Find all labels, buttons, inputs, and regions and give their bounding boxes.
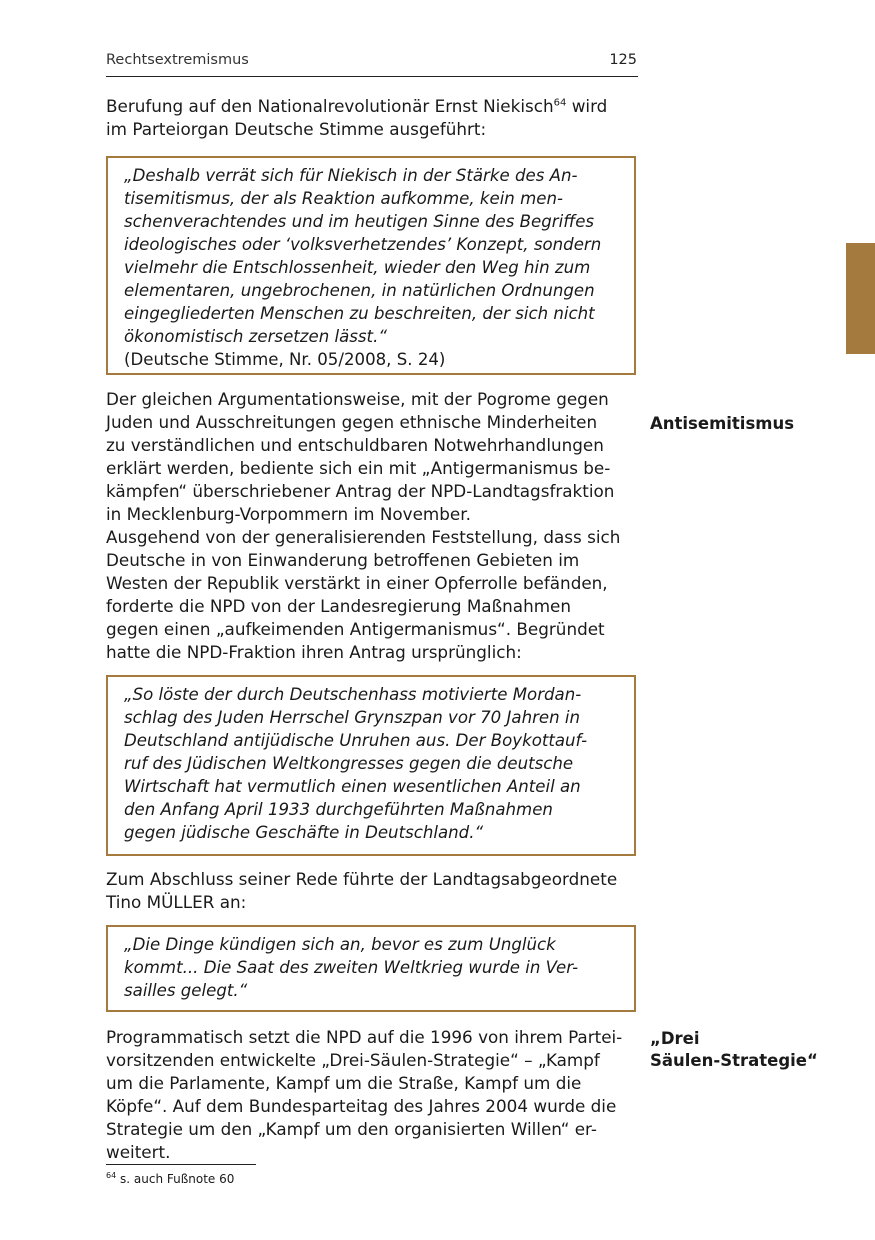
paragraph-line: Der gleichen Argumentationsweise, mit der Pogrome gegen: [106, 389, 609, 409]
quote-line: vielmehr die Entschlossenheit, wieder den Weg hin zum: [124, 258, 591, 277]
paragraph-line: vorsitzenden entwickelte „Drei-Säulen-Strategie“ – „Kampf: [106, 1050, 600, 1070]
paragraph-intro-line-end: wird: [566, 96, 608, 116]
quote-line: Wirtschaft hat vermutlich einen wesentlichen Anteil an: [124, 777, 581, 796]
paragraph-line: gegen einen „aufkeimenden Antigermanismus“. Begründet: [106, 619, 605, 639]
quote-line: gegen jüdische Geschäfte in Deutschland.“: [124, 823, 484, 842]
chapter-thumb-tab: [846, 243, 875, 354]
paragraph-line: Strategie um den „Kampf um den organisierten Willen“ er-: [106, 1119, 597, 1139]
margin-note-line: „Drei: [650, 1029, 700, 1048]
paragraph-line: zu verständlichen und entschuldbaren Notwehrhandlungen: [106, 435, 604, 455]
quote-line: ökonomistisch zersetzen lässt.“: [124, 327, 387, 346]
paragraph-line: Programmatisch setzt die NPD auf die 1996 von ihrem Partei-: [106, 1027, 623, 1047]
quote-box-mueller: [106, 925, 636, 1012]
footnote-rule: [106, 1164, 256, 1165]
quote-line: „Die Dinge kündigen sich an, bevor es zum Unglück: [124, 935, 556, 954]
running-header: [106, 52, 638, 77]
paragraph-intro: [106, 95, 642, 141]
page-number: 125: [609, 52, 637, 68]
quote-line: eingegliederten Menschen zu beschreiten, der sich nicht: [124, 304, 595, 323]
quote-box-deutsche-stimme: [106, 156, 636, 375]
paragraph-intro-line: im Parteiorgan Deutsche Stimme ausgeführt:: [106, 119, 487, 139]
quote-line: elementaren, ungebrochenen, in natürlichen Ordnungen: [124, 281, 595, 300]
paragraph-line: hatte die NPD-Fraktion ihren Antrag ursprünglich:: [106, 642, 522, 662]
quote-line: Deutschland antijüdische Unruhen aus. Der Boykottauf-: [124, 731, 588, 750]
paragraph-line: um die Parlamente, Kampf um die Straße, Kampf um die: [106, 1073, 582, 1093]
quote-text: [124, 164, 618, 348]
paragraph-line: Westen der Republik verstärkt in einer Opferrolle befänden,: [106, 573, 608, 593]
running-title: Rechtsextremismus: [106, 52, 249, 68]
paragraph-line: erklärt werden, bediente sich ein mit „Antigermanismus be-: [106, 458, 611, 478]
quote-line: kommt... Die Saat des zweiten Weltkrieg wurde in Ver-: [124, 958, 579, 977]
quote-line: den Anfang April 1933 durchgeführten Maßnahmen: [124, 800, 553, 819]
quote-line: schlag des Juden Herrschel Grynszpan vor 70 Jahren in: [124, 708, 581, 727]
quote-box-antrag: [106, 675, 636, 856]
footnote: [106, 1168, 234, 1187]
paragraph-rede: [106, 868, 642, 914]
paragraph-drei-saeulen: [106, 1026, 642, 1164]
margin-note-antisemitismus: Antisemitismus: [650, 414, 795, 433]
quote-line: ideologisches oder ‘volksverhetzendes’ Konzept, sondern: [124, 235, 602, 254]
paragraph-line: weitert.: [106, 1142, 171, 1162]
paragraph-line: Ausgehend von der generalisierenden Feststellung, dass sich: [106, 527, 621, 547]
paragraph-antigermanismus: [106, 388, 642, 664]
footnote-reference: 64: [553, 97, 567, 109]
paragraph-intro-line: Berufung auf den Nationalrevolutionär Ernst Niekisch: [106, 96, 554, 116]
quote-line: tisemitismus, der als Reaktion aufkomme, kein men-: [124, 189, 563, 208]
paragraph-line: Deutsche in von Einwanderung betroffenen Gebieten im: [106, 550, 580, 570]
margin-note-line: Säulen-Strategie“: [650, 1051, 818, 1070]
quote-line: „Deshalb verrät sich für Niekisch in der Stärke des An-: [124, 166, 578, 185]
quote-source: (Deutsche Stimme, Nr. 05/2008, S. 24): [124, 350, 446, 369]
paragraph-line: kämpfen“ überschriebener Antrag der NPD-Landtagsfraktion: [106, 481, 615, 501]
quote-line: „So löste der durch Deutschenhass motivierte Mordan-: [124, 685, 582, 704]
margin-note-drei-saeulen: [650, 1028, 818, 1072]
footnote-text: s. auch Fußnote 60: [116, 1172, 235, 1186]
paragraph-line: in Mecklenburg-Vorpommern im November.: [106, 504, 471, 524]
paragraph-line: Zum Abschluss seiner Rede führte der Landtagsabgeordnete: [106, 869, 618, 889]
paragraph-line: Köpfe“. Auf dem Bundesparteitag des Jahres 2004 wurde die: [106, 1096, 617, 1116]
quote-line: schenverachtendes und im heutigen Sinne des Begriffes: [124, 212, 595, 231]
quote-text: [124, 683, 618, 844]
paragraph-line: Juden und Ausschreitungen gegen ethnische Minderheiten: [106, 412, 598, 432]
quote-text: [124, 933, 618, 1002]
footnote-number: 64: [106, 1171, 117, 1180]
quote-line: sailles gelegt.“: [124, 981, 248, 1000]
paragraph-line: forderte die NPD von der Landesregierung Maßnahmen: [106, 596, 572, 616]
paragraph-line: Tino MÜLLER an:: [106, 892, 247, 912]
quote-line: ruf des Jüdischen Weltkongresses gegen die deutsche: [124, 754, 574, 773]
